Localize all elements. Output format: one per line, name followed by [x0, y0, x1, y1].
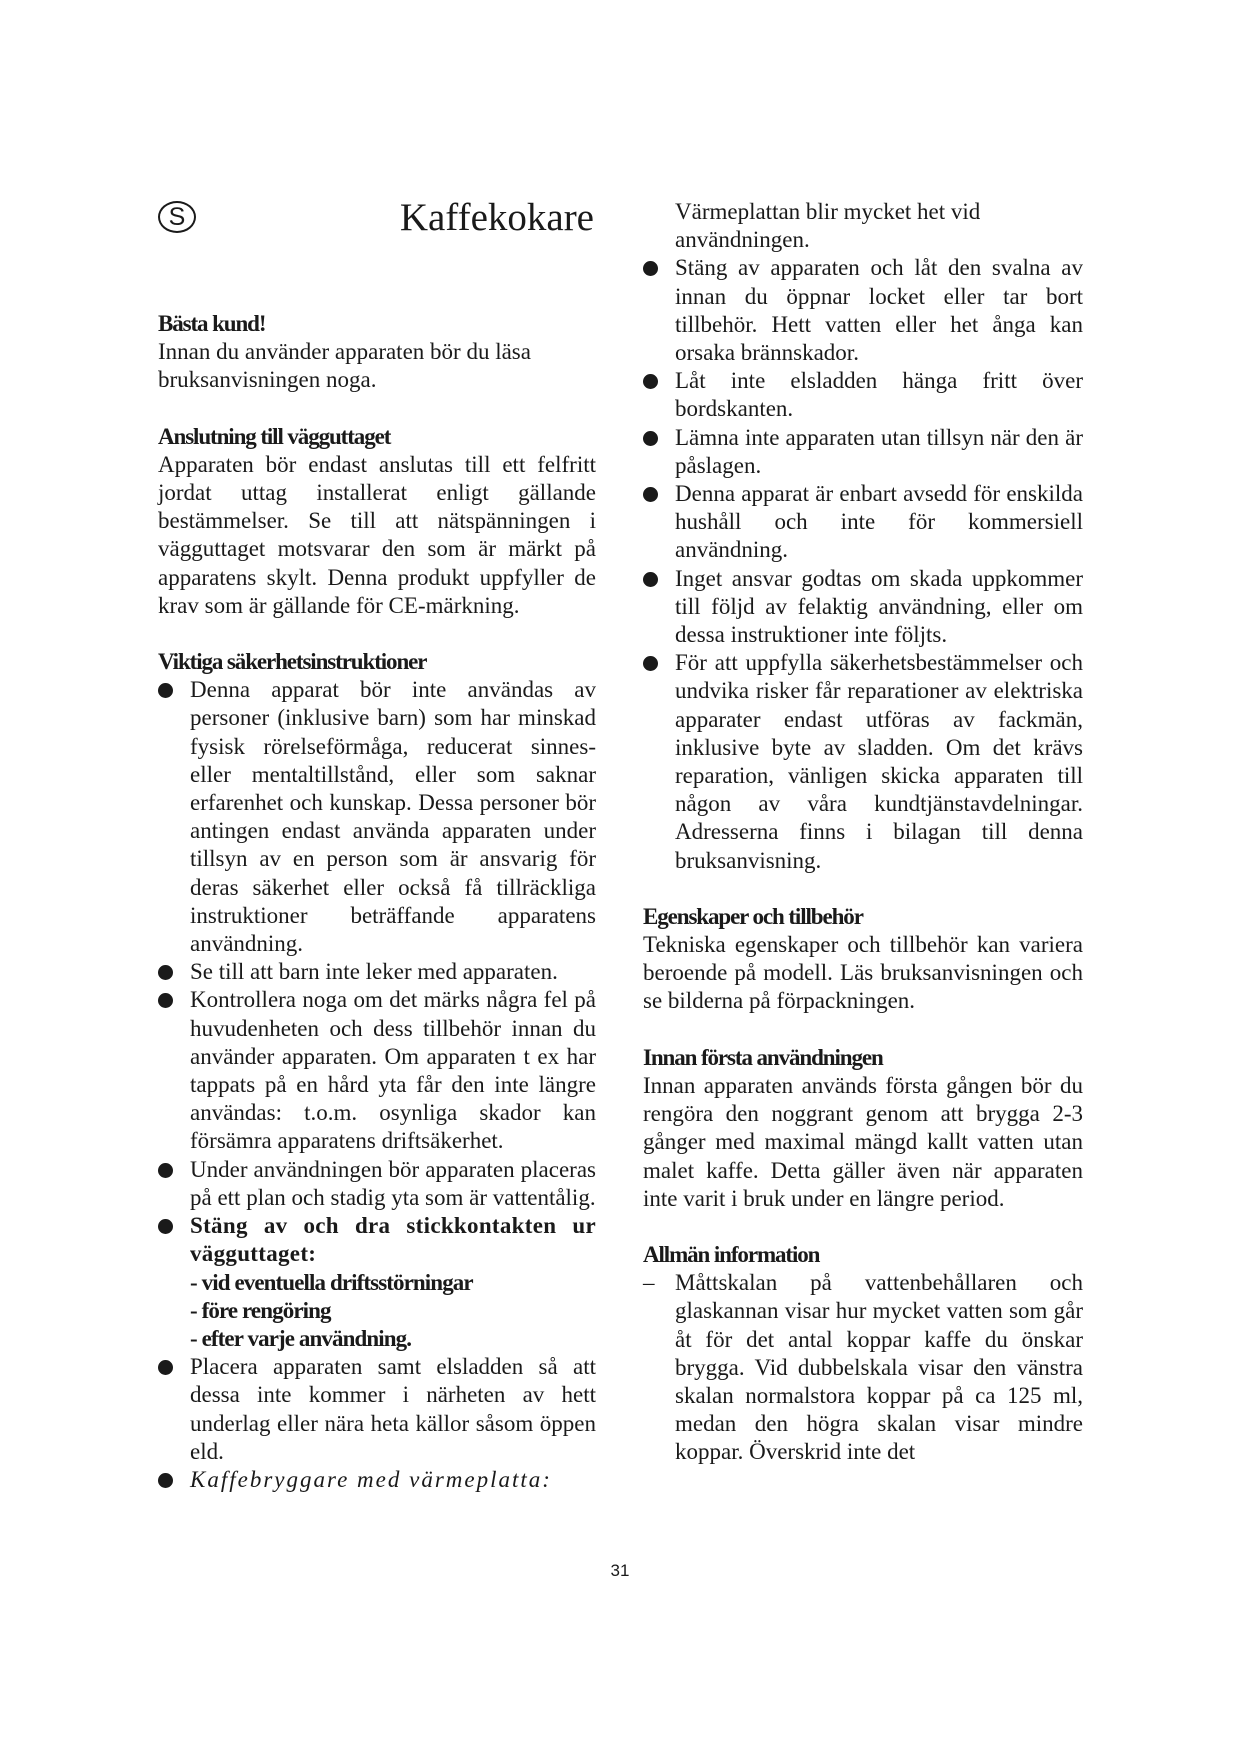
bullet-icon	[643, 572, 658, 587]
list-item: Placera apparaten samt elsladden så att dessa inte kommer i närheten av hett underlag eller nära heta källor såsom öppen eld.	[158, 1353, 596, 1466]
bullet-icon	[158, 965, 173, 980]
list-item: Kaffebryggare med värmeplatta:	[158, 1466, 596, 1494]
language-badge: S	[158, 201, 196, 233]
bullet-icon	[643, 374, 658, 389]
list-item: Stäng av apparaten och låt den svalna av innan du öppnar locket eller tar bort tillbehör. Hett vatten eller het ånga kan orsaka brännskador.	[643, 254, 1083, 367]
list-item: Denna apparat är enbart avsedd för enskilda hushåll och inte för kommersiell användning.	[643, 480, 1083, 565]
right-column	[643, 198, 1083, 1467]
dash-marker: –	[643, 1270, 655, 1296]
page-number: 31	[610, 1561, 630, 1580]
bullet-icon	[158, 1219, 173, 1234]
list-item: Under användningen bör apparaten placeras på ett plan och stadig yta som är vattentålig.	[158, 1156, 596, 1212]
left-column	[158, 310, 596, 1494]
first-use-text: Innan apparaten används första gången bör du rengöra den noggrant genom att brygga 2-3 gånger med maximal mängd kallt vatten utan malet kaffe. Detta gäller även när apparaten inte varit i bruk under en längre period.	[643, 1072, 1083, 1211]
bullet-icon	[643, 431, 658, 446]
list-item: Lämna inte apparaten utan tillsyn när den är påslagen.	[643, 424, 1083, 480]
safety-list	[158, 676, 596, 1268]
connection-text: Apparaten bör endast anslutas till ett felfritt jordat uttag installerat enligt gällande bestämmelser. Se till att nätspänningen i vägguttaget motsvarar den som är märkt på apparatens skylt. Denna produkt uppfyller de krav som är gällande för CE-märkning.	[158, 451, 596, 618]
first-use-heading: Innan första användningen	[643, 1044, 883, 1070]
bullet-icon	[643, 656, 658, 671]
greeting-text: Innan du använder apparaten bör du läsa bruksanvisningen noga.	[158, 339, 531, 393]
list-item: Låt inte elsladden hänga fritt över bordskanten.	[643, 367, 1083, 423]
features-heading: Egenskaper och tillbehör	[643, 903, 863, 929]
list-item: Inget ansvar godtas om skada uppkommer till följd av felaktig användning, eller om dessa instruktioner inte följts.	[643, 565, 1083, 650]
list-item: Denna apparat bör inte användas av personer (inklusive barn) som har minskad fysisk rörelseförmåga, reducerat sinnes- eller mentaltillstånd, eller som saknar erfarenhet och kunskap. Dessa personer bör antingen endast använda apparaten under tillsyn av en person som är ansvarig för deras säkerhet eller också få tillräckliga instruktioner beträffande apparatens användning.	[158, 676, 596, 958]
bullet-icon	[158, 683, 173, 698]
bullet-icon	[158, 1473, 173, 1488]
page-title: Kaffekokare	[399, 196, 594, 239]
unplug-subitem: - vid eventuella driftsstörningar	[190, 1269, 473, 1295]
list-item: Stäng av och dra stickkontakten ur vägguttaget:	[158, 1212, 596, 1268]
bullet-icon	[158, 993, 173, 1008]
general-heading: Allmän information	[643, 1241, 820, 1267]
list-item: För att uppfylla säkerhetsbestämmelser och undvika risker får reparationer av elektriska apparater endast utföras av fackmän, inklusive byte av sladden. Om det krävs reparation, vänligen skicka apparaten till någon av våra kundtjänstavdelningar. Adresserna finns i bilagan till denna bruksanvisning.	[643, 649, 1083, 875]
hotplate-continued: Värmeplattan blir mycket het vid användningen.	[675, 199, 981, 253]
safety-list-continued	[158, 1353, 596, 1494]
connection-heading: Anslutning till vägguttaget	[158, 423, 391, 449]
list-item: Se till att barn inte leker med apparaten.	[158, 958, 596, 986]
bullet-icon	[158, 1360, 173, 1375]
safety-list-right	[643, 254, 1083, 874]
unplug-subitem: - efter varje användning.	[190, 1325, 412, 1351]
general-text: Måttskalan på vattenbehållaren och glaskannan visar hur mycket vatten som går åt för det antal koppar kaffe du önskar brygga. Vid dubbelskala visar den vänstra skalan normalstora koppar på ca 125 ml, medan den högra skalan visar mindre koppar. Överskrid inte det	[675, 1270, 1083, 1465]
features-text: Tekniska egenskaper och tillbehör kan variera beroende på modell. Läs bruksanvisningen och se bilderna på förpackningen.	[643, 932, 1083, 1014]
general-item	[643, 1269, 1083, 1466]
unplug-subitem: - före rengöring	[190, 1297, 331, 1323]
bullet-icon	[643, 487, 658, 502]
bullet-icon	[158, 1163, 173, 1178]
list-item: Kontrollera noga om det märks några fel på huvudenheten och dess tillbehör innan du använder apparaten. Om apparaten t ex har tappats på en hård yta får den inte längre användas: t.o.m. osynliga skador kan försämra apparatens driftsäkerhet.	[158, 986, 596, 1155]
greeting-heading: Bästa kund!	[158, 311, 266, 336]
safety-heading: Viktiga säkerhetsinstruktioner	[158, 649, 427, 675]
bullet-icon	[643, 261, 658, 276]
